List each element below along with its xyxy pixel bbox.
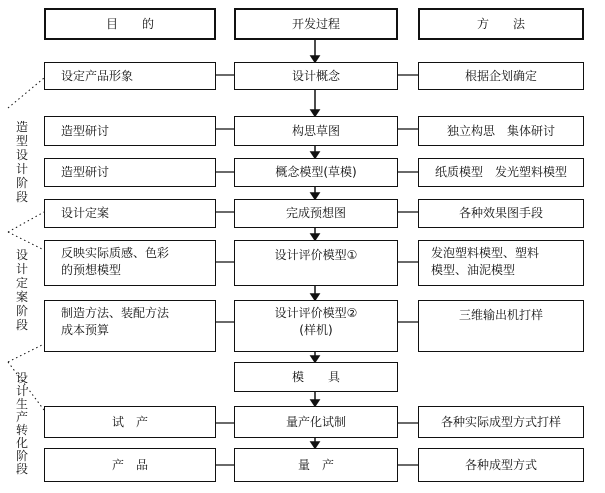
stage-label-modeling: 造型设计阶段 bbox=[15, 120, 28, 204]
purpose-box-5: 反映实际质感、色彩 的预想模型 bbox=[44, 240, 216, 286]
process-box-8: 量产化试制 bbox=[234, 406, 398, 438]
stage-2-brace-bottom bbox=[8, 344, 44, 362]
method-box-3: 纸质模型 发光塑料模型 bbox=[418, 158, 584, 187]
purpose-box-3: 造型研讨 bbox=[44, 158, 216, 187]
method-box-1: 根据企划确定 bbox=[418, 62, 584, 90]
process-box-4: 完成预想图 bbox=[234, 199, 398, 228]
stage-label-production: 设计生产转化阶段 bbox=[15, 371, 28, 476]
stage-label-finalization: 设计定案阶段 bbox=[15, 248, 28, 332]
purpose-box-6: 制造方法、装配方法 成本预算 bbox=[44, 300, 216, 352]
stage-1-brace-top bbox=[8, 78, 44, 108]
header-method: 方 法 bbox=[418, 8, 584, 40]
process-box-1: 设计概念 bbox=[234, 62, 398, 90]
purpose-box-1: 设定产品形象 bbox=[44, 62, 216, 90]
process-box-3: 概念模型(草模) bbox=[234, 158, 398, 187]
method-box-6: 三维输出机打样 bbox=[418, 300, 584, 352]
purpose-box-8: 试 产 bbox=[44, 406, 216, 438]
header-process: 开发过程 bbox=[234, 8, 398, 40]
purpose-box-9: 产 品 bbox=[44, 448, 216, 482]
purpose-box-2: 造型研讨 bbox=[44, 116, 216, 146]
method-box-2: 独立构思 集体研讨 bbox=[418, 116, 584, 146]
purpose-box-4: 设计定案 bbox=[44, 199, 216, 228]
method-box-5: 发泡塑料模型、塑料 模型、油泥模型 bbox=[418, 240, 584, 286]
process-box-2: 构思草图 bbox=[234, 116, 398, 146]
method-box-4: 各种效果图手段 bbox=[418, 199, 584, 228]
process-box-7: 模 具 bbox=[234, 362, 398, 392]
method-box-8: 各种实际成型方式打样 bbox=[418, 406, 584, 438]
process-box-9: 量 产 bbox=[234, 448, 398, 482]
process-box-5: 设计评价模型① bbox=[234, 240, 398, 286]
process-box-6: 设计评价模型② (样机) bbox=[234, 300, 398, 352]
stage-1-brace-bottom bbox=[8, 212, 44, 232]
header-purpose: 目 的 bbox=[44, 8, 216, 40]
method-box-9: 各种成型方式 bbox=[418, 448, 584, 482]
